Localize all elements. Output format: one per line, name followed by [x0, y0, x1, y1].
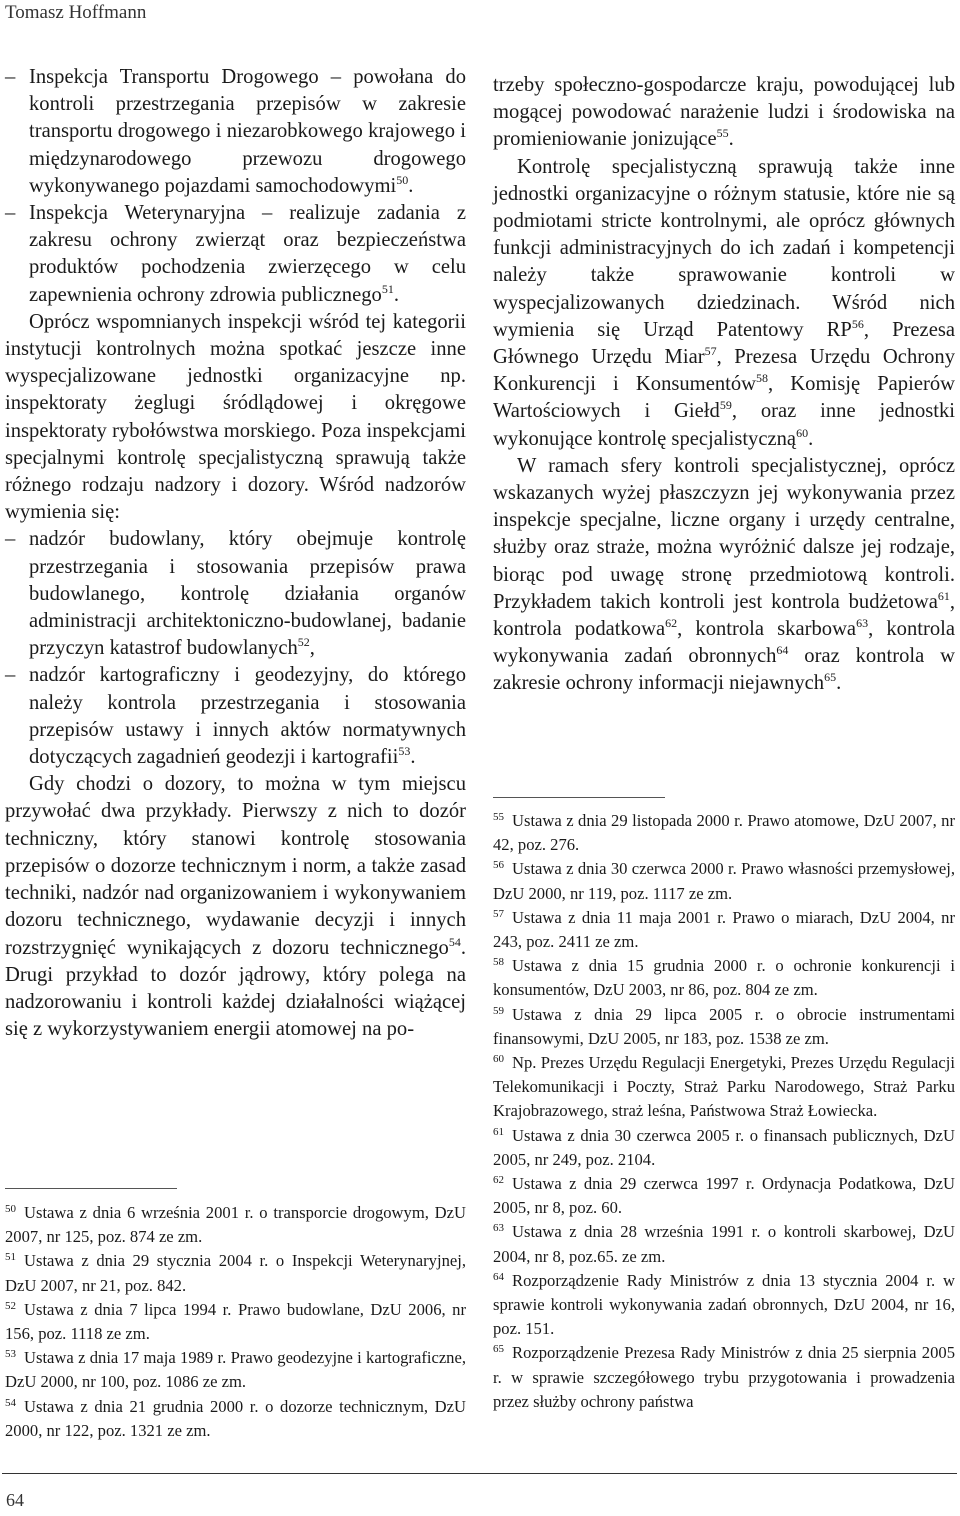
footnote-ref: 50	[396, 172, 409, 187]
footnote	[5, 1298, 466, 1346]
punctuation: .	[836, 672, 842, 695]
footnote	[5, 1346, 466, 1394]
punctuation: .	[808, 427, 814, 450]
running-header: Tomasz Hoffmann	[5, 2, 147, 23]
footnote-text: Ustawa z dnia 21 grudnia 2000 r. o dozorze technicznym, DzU 2000, nr 122, poz. 1321 ze zm.	[5, 1396, 466, 1440]
right-column	[493, 72, 955, 698]
footnote-ref: 55	[716, 126, 729, 141]
left-column	[5, 64, 466, 1043]
footnote-number: 56	[493, 859, 504, 872]
footnote-ref: 56	[851, 316, 864, 331]
footnote-number: 57	[493, 907, 504, 920]
footnote-text: Rozporządzenie Rady Ministrów z dnia 13 stycznia 2004 r. w sprawie kontroli wykonywania zadań obronnych, DzU 2004, nr 16, poz. 151.	[493, 1270, 955, 1339]
list-item	[5, 64, 466, 200]
list-dash: –	[5, 528, 16, 551]
footnote-ref: 61	[937, 588, 950, 603]
footnote-ref: 60	[796, 425, 809, 440]
left-footnotes	[5, 1201, 466, 1443]
paragraph: Oprócz wspomnianych inspekcji wśród tej kategorii instytucji kontrolnych można spotkać jeszcze inne wyspecjalizowane jednostki organizacyjne np. inspektoraty żeglugi śródlądowej i okręgowe inspektoraty rybołówstwa morskiego. Poza inspekcjami specjalnymi kontrolę specjalistyczną sprawują także różnego rodzaju nadzory i dozory. Wśród nadzorów wymienia się:	[5, 310, 466, 524]
footnote	[493, 809, 955, 857]
footnote-ref: 54	[448, 934, 461, 949]
punctuation: ,	[309, 637, 315, 660]
footnote-text: Ustawa z dnia 29 czerwca 1997 r. Ordynacja Podatkowa, DzU 2005, nr 8, poz. 60.	[493, 1174, 955, 1218]
footnote-ref: 62	[665, 616, 678, 631]
paragraph-text: Gdy chodzi o dozory, to można w tym miejscu przywołać dwa przykłady. Pierwszy z nich to dozór techniczny, który stanowi kontrolę stosowania przepisów o dozorze technicznym i norm, a także zasad techniki, nadzór nad organizowaniem i wykonywaniem dozoru technicznego, wydawanie decyzji i innych rozstrzygnięć wynikających z dozoru technicznego	[5, 773, 466, 959]
paragraph	[493, 72, 955, 154]
footnote-number: 61	[493, 1125, 504, 1138]
footnote-rule	[5, 1188, 177, 1189]
footnote-number: 63	[493, 1222, 504, 1235]
footnote-number: 54	[5, 1396, 16, 1409]
footnote-number: 62	[493, 1174, 504, 1187]
footnote	[493, 906, 955, 954]
footnote	[493, 1172, 955, 1220]
footnote-number: 60	[493, 1053, 504, 1066]
page-footer-rule	[2, 1473, 957, 1474]
list-item-text: Inspekcja Transportu Drogowego – powołana do kontroli przestrzegania przepisów w zakresie transportu drogowego i niezarobkowego krajowego i międzynarodowego przewozu drogowego wykonywanego pojazdami samochodowymi	[29, 66, 466, 197]
list-item-text: nadzór kartograficzny i geodezyjny, do którego należy kontrola przestrzegania i stosowania przepisów ustawy i innych aktów normatywnych dotyczących zagadnień geodezji i kartografii	[29, 664, 466, 769]
footnote-number: 52	[5, 1299, 16, 1312]
footnote-number: 50	[5, 1203, 16, 1215]
page-number: 64	[6, 1490, 24, 1510]
footnote-text: Ustawa z dnia 29 lipca 2005 r. o obrocie instrumentami finansowymi, DzU 2005, nr 183, poz. 1538 ze zm.	[493, 1004, 955, 1048]
paragraph-text: , kontrola wykonywania zadań obronnych	[493, 618, 955, 668]
footnote-rule	[493, 797, 665, 798]
paragraph-text: W ramach sfery kontroli specjalistycznej, oprócz wskazanych wyżej płaszczyzn jej wykonywania przez inspekcje specjalne, liczne organy i urzędy centralne, służby oraz straże, można wyróżnić dalsze jej rodzaje, biorąc pod uwagę stronę przedmiotową kontroli. Przykładem takich kontroli jest kontrola budżetowa	[493, 454, 955, 613]
footnote-text: Ustawa z dnia 7 lipca 1994 r. Prawo budowlane, DzU 2006, nr 156, poz. 1118 ze zm.	[5, 1299, 466, 1344]
footnote-number: 65	[493, 1343, 504, 1356]
list-item-text: Inspekcja Weterynaryjna – realizuje zadania z zakresu ochrony zwierząt oraz bezpieczeństwa produktów pochodzenia zwierzęcego w celu zapewnienia ochrony zdrowia publicznego	[29, 202, 466, 306]
footnote-text: Ustawa z dnia 29 listopada 2000 r. Prawo atomowe, DzU 2007, nr 42, poz. 276.	[493, 811, 955, 855]
footnote	[493, 1269, 955, 1342]
footnote	[5, 1395, 466, 1443]
footnote	[493, 1220, 955, 1268]
footnote-text: Ustawa z dnia 29 stycznia 2004 r. o Inspekcji Weterynaryjnej, DzU 2007, nr 21, poz. 842.	[5, 1251, 466, 1295]
footnote	[5, 1201, 466, 1249]
footnote-text: Ustawa z dnia 17 maja 1989 r. Prawo geodezyjne i kartograficzne, DzU 2000, nr 100, poz. 1086 ze zm.	[5, 1348, 466, 1392]
footnote-text: Np. Prezes Urzędu Regulacji Energetyki, Prezes Urzędu Regulacji Telekomunikacji i Poczty, Straż Parku Narodowego, Straż Parku Krajobrazowego, straż leśna, Państwowa Straż Łowiecka.	[493, 1053, 955, 1121]
footnote-ref: 53	[398, 744, 411, 759]
paragraph-text: trzeby społeczno-gospodarcze kraju, powodującej lub mogącej powodować narażenie ludzi i środowiska na promieniowanie jonizujące	[493, 74, 955, 151]
footnote-text: Ustawa z dnia 30 czerwca 2005 r. o finansach publicznych, DzU 2005, nr 249, poz. 2104.	[493, 1125, 955, 1169]
footnote-number: 58	[493, 956, 504, 969]
footnote-number: 55	[493, 811, 504, 823]
paragraph-text: . Drugi przykład to dozór jądrowy, który polega na nadzorowaniu i kontroli każdej działalności wiążącej się z wykorzystywaniem energii atomowej na po-	[5, 936, 466, 1041]
footnote-text: Ustawa z dnia 11 maja 2001 r. Prawo o miarach, DzU 2004, nr 243, poz. 2411 ze zm.	[493, 907, 955, 952]
footnote-ref: 63	[856, 616, 869, 631]
footnote-ref: 57	[704, 344, 717, 359]
footnote-text: Ustawa z dnia 6 września 2001 r. o transporcie drogowym, DzU 2007, nr 125, poz. 874 ze zm.	[5, 1203, 466, 1247]
footnote	[493, 857, 955, 905]
list-item	[5, 662, 466, 771]
list-item-text: nadzór budowlany, który obejmuje kontrolę przestrzegania i stosowania przepisów prawa budowlanego, kontrolę działania organów administracji architektoniczno-budowlanej, badanie przyczyn katastrof budowlanych	[29, 528, 466, 660]
right-footnotes	[493, 809, 955, 1414]
footnote-ref: 59	[719, 398, 732, 413]
footnote	[493, 1003, 955, 1051]
list-dash: –	[5, 202, 16, 225]
paragraph-text: , kontrola skarbowa	[677, 618, 857, 641]
paragraph-text: , Komisję Papierów Wartościowych i Giełd	[493, 373, 955, 423]
paragraph-text: , kontrola podatkowa	[493, 590, 955, 641]
footnote-text: Ustawa z dnia 28 września 1991 r. o kontroli skarbowej, DzU 2004, nr 8, poz.65. ze zm.	[493, 1222, 955, 1266]
footnote	[5, 1249, 466, 1297]
paragraph-text: , Prezesa Urzędu Ochrony Konkurencji i Konsumentów	[493, 346, 955, 396]
footnote	[493, 1124, 955, 1172]
punctuation: .	[408, 174, 414, 197]
paragraph-text: , Prezesa Głównego Urzędu Miar	[493, 318, 955, 369]
footnote-text: Ustawa z dnia 30 czerwca 2000 r. Prawo własności przemysłowej, DzU 2000, nr 119, poz. 1117 ze zm.	[493, 859, 955, 903]
paragraph-text: Kontrolę specjalistyczną sprawują także inne jednostki organizacyjne o różnym statusie, które nie są podmiotami stricte kontrolnymi, ale oprócz głównych funkcji administracyjnych do ich zadań i kompetencji należy także sprawowanie kontroli w wyspecjalizowanych dziedzinach. Wśród nich wymienia się Urząd Patentowy RP	[493, 155, 955, 341]
footnote	[493, 954, 955, 1002]
punctuation: .	[410, 746, 416, 769]
footnote-number: 51	[5, 1251, 16, 1264]
paragraph	[5, 771, 466, 1043]
footnote-ref: 64	[776, 643, 789, 658]
punctuation: .	[393, 283, 399, 306]
footnote	[493, 1341, 955, 1414]
punctuation: .	[728, 128, 734, 151]
paragraph	[493, 453, 955, 698]
footnote-ref: 58	[756, 371, 769, 386]
paragraph-text: , oraz inne jednostki wykonujące kontrolę specjalistyczną	[493, 400, 955, 450]
list-item	[5, 200, 466, 309]
footnote-ref: 52	[297, 635, 310, 650]
footnote-number: 53	[5, 1348, 16, 1361]
footnote-ref: 65	[824, 670, 837, 685]
footnote-text: Rozporządzenie Prezesa Rady Ministrów z dnia 25 sierpnia 2005 r. w sprawie szczegółowego trybu przygotowania i prowadzenia przez służby ochrony państwa	[493, 1343, 955, 1411]
footnote	[493, 1051, 955, 1124]
list-dash: –	[5, 664, 16, 687]
footnote-number: 59	[493, 1004, 504, 1017]
footnote-number: 64	[493, 1270, 504, 1283]
paragraph	[493, 154, 955, 453]
footnote-text: Ustawa z dnia 15 grudnia 2000 r. o ochronie konkurencji i konsumentów, DzU 2003, nr 86, poz. 804 ze zm.	[493, 956, 955, 1000]
list-dash: –	[5, 66, 16, 88]
footnote-ref: 51	[381, 281, 394, 296]
paragraph-text: oraz kontrola w zakresie ochrony informacji niejawnych	[493, 645, 956, 695]
list-item	[5, 526, 466, 662]
